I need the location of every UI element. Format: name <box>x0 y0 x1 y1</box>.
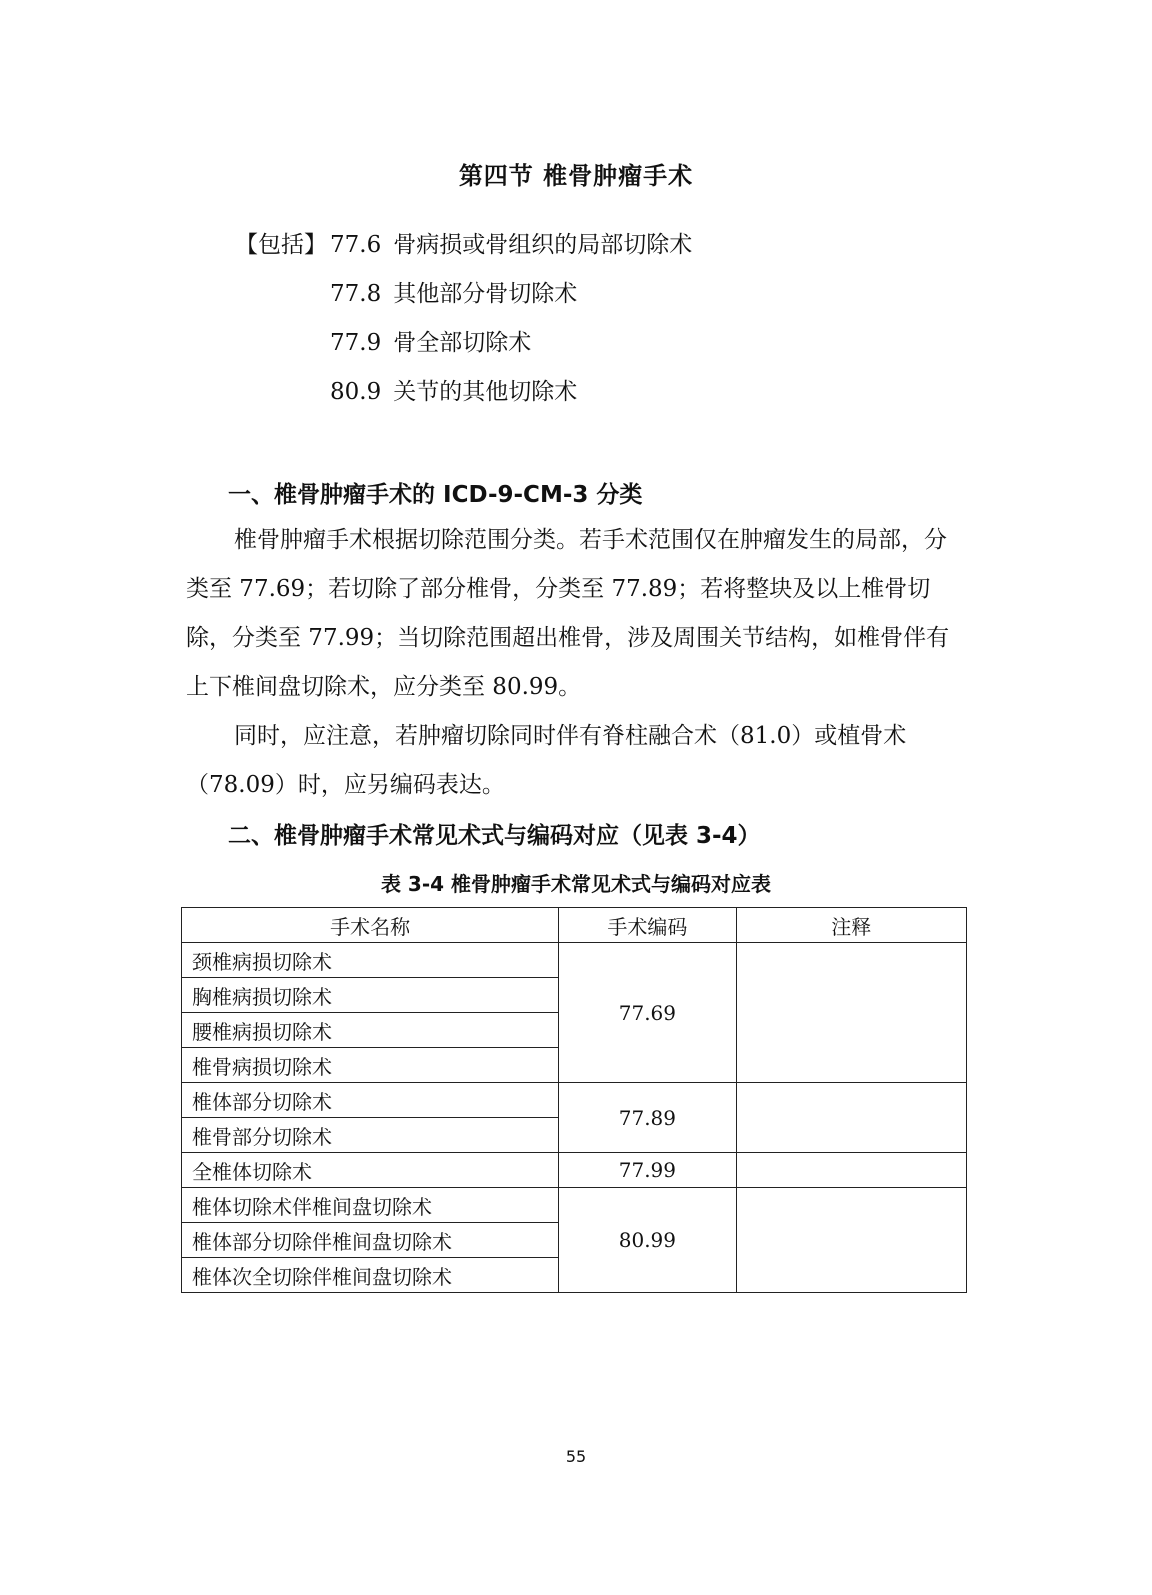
includes-text: 其他部分骨切除术 <box>393 281 578 307</box>
note-cell <box>736 1153 966 1188</box>
header-procedure-name: 手术名称 <box>182 908 559 943</box>
procedure-name-cell: 椎体部分切除术 <box>182 1083 559 1118</box>
section1-heading: 一、椎骨肿瘤手术的 ICD-9-CM-3 分类 <box>228 482 643 508</box>
procedure-code-cell: 77.89 <box>559 1083 736 1153</box>
procedure-name-cell: 椎体部分切除伴椎间盘切除术 <box>182 1223 559 1258</box>
procedure-code-cell: 77.69 <box>559 943 736 1083</box>
includes-code: 77.6 <box>330 232 382 258</box>
procedure-name-cell: 胸椎病损切除术 <box>182 978 559 1013</box>
code-table <box>181 907 967 1293</box>
header-procedure-code: 手术编码 <box>559 908 736 943</box>
includes-text: 骨病损或骨组织的局部切除术 <box>393 232 693 258</box>
includes-item <box>330 279 577 309</box>
includes-code: 77.8 <box>330 281 382 307</box>
procedure-name-cell: 椎体切除术伴椎间盘切除术 <box>182 1188 559 1223</box>
includes-item <box>235 230 692 260</box>
includes-text: 骨全部切除术 <box>393 330 532 356</box>
note-cell <box>736 1083 966 1153</box>
procedure-name-cell: 椎骨部分切除术 <box>182 1118 559 1153</box>
page-number: 55 <box>565 1447 587 1466</box>
procedure-name-cell: 腰椎病损切除术 <box>182 1013 559 1048</box>
includes-code: 77.9 <box>330 330 382 356</box>
includes-text: 关节的其他切除术 <box>393 379 578 405</box>
includes-label: 【包括】 <box>235 232 327 258</box>
header-notes: 注释 <box>736 908 966 943</box>
note-cell <box>736 943 966 1083</box>
procedure-name-cell: 椎体次全切除伴椎间盘切除术 <box>182 1258 559 1293</box>
section1-paragraph-2: 同时，应注意，若肿瘤切除同时伴有脊柱融合术（81.0）或植骨术（78.09）时，应另编码表达。 <box>186 723 907 798</box>
note-cell <box>736 1188 966 1293</box>
section2-heading: 二、椎骨肿瘤手术常见术式与编码对应（见表 3-4） <box>228 823 761 849</box>
table-caption: 表 3-4 椎骨肿瘤手术常见术式与编码对应表 <box>380 872 772 896</box>
table-row <box>182 1153 967 1188</box>
section-title: 第四节 椎骨肿瘤手术 <box>458 162 694 190</box>
includes-item <box>330 328 531 358</box>
procedure-name-cell: 全椎体切除术 <box>182 1153 559 1188</box>
table-header-row <box>182 908 967 943</box>
section1-paragraph-1: 椎骨肿瘤手术根据切除范围分类。若手术范围仅在肿瘤发生的局部，分类至 77.69；若切除了部分椎骨，分类至 77.89；若将整块及以上椎骨切除，分类至 77.99；当切除范围超出椎骨，涉及周围关节结构，如椎骨伴有上下椎间盘切除术，应分类至 80.99。 <box>186 527 950 700</box>
procedure-code-cell: 80.99 <box>559 1188 736 1293</box>
includes-item <box>330 377 577 407</box>
procedure-name-cell: 椎骨病损切除术 <box>182 1048 559 1083</box>
table-row <box>182 943 967 978</box>
table-row <box>182 1188 967 1223</box>
table-row <box>182 1083 967 1118</box>
procedure-name-cell: 颈椎病损切除术 <box>182 943 559 978</box>
includes-code: 80.9 <box>330 379 382 405</box>
procedure-code-cell: 77.99 <box>559 1153 736 1188</box>
